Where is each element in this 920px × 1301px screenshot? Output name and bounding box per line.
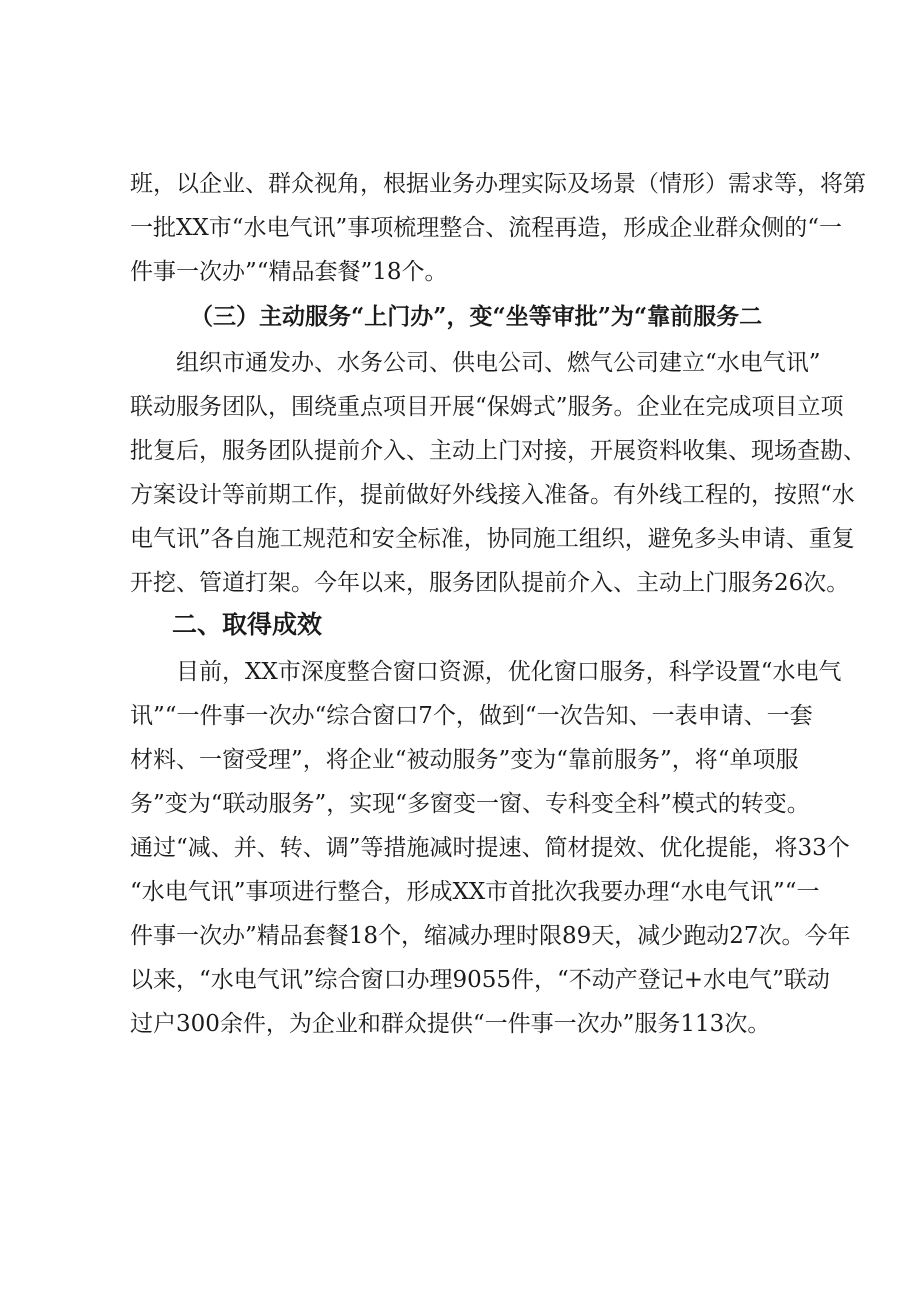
paragraph-line: 联动服务团队，围绕重点项目开展“保姆式”服务。企业在完成项目立项 xyxy=(130,394,844,420)
paragraph-line: 组织市通发办、水务公司、供电公司、燃气公司建立“水电气讯” xyxy=(176,350,821,376)
paragraph-line: 目前，XX市深度整合窗口资源，优化窗口服务，科学设置“水电气 xyxy=(176,659,842,685)
paragraph-line: 以来，“水电气讯”综合窗口办理9055件，“不动产登记+水电气”联动 xyxy=(130,967,830,993)
section-2-heading: 二、取得成效 xyxy=(172,610,323,639)
paragraph-line: 通过“减、并、转、调”等措施减时提速、简材提效、优化提能，将33个 xyxy=(130,835,850,861)
paragraph-line: 过户300余件，为企业和群众提供“一件事一次办”服务113次。 xyxy=(130,1011,771,1037)
paragraph-line: 讯”“一件事一次办“综合窗口7个，做到“一次告知、一表申请、一套 xyxy=(130,703,813,729)
paragraph-line: 一批XX市“水电气讯”事项梳理整合、流程再造，形成企业群众侧的“一 xyxy=(130,215,843,241)
paragraph-line: 开挖、管道打架。今年以来，服务团队提前介入、主动上门服务26次。 xyxy=(130,570,850,596)
paragraph-line: 方案设计等前期工作，提前做好外线接入准备。有外线工程的，按照“水 xyxy=(130,482,855,508)
paragraph-line: 班，以企业、群众视角，根据业务办理实际及场景（情形）需求等，将第 xyxy=(130,171,866,197)
section-3-heading: （三）主动服务“上门办”，变“坐等审批”为“靠前服务二 xyxy=(190,303,763,330)
paragraph-line: 材料、一窗受理”，将企业“被动服务”变为“靠前服务”，将“单项服 xyxy=(130,747,799,773)
paragraph-line: 件事一次办”精品套餐18个，缩减办理时限89天，减少跑动27次。今年 xyxy=(130,923,851,949)
paragraph-line: 电气讯”各自施工规范和安全标准，协同施工组织，避免多头申请、重复 xyxy=(130,526,855,552)
paragraph-line: 务”变为“联动服务”，实现“多窗变一窗、专科变全科”模式的转变。 xyxy=(130,791,810,817)
paragraph-line: 件事一次办”“精品套餐”18个。 xyxy=(130,259,448,285)
paragraph-line: “水电气讯”事项进行整合，形成XX市首批次我要办理“水电气讯”“一 xyxy=(130,879,820,905)
paragraph-line: 批复后，服务团队提前介入、主动上门对接，开展资料收集、现场查勘、 xyxy=(130,438,866,464)
